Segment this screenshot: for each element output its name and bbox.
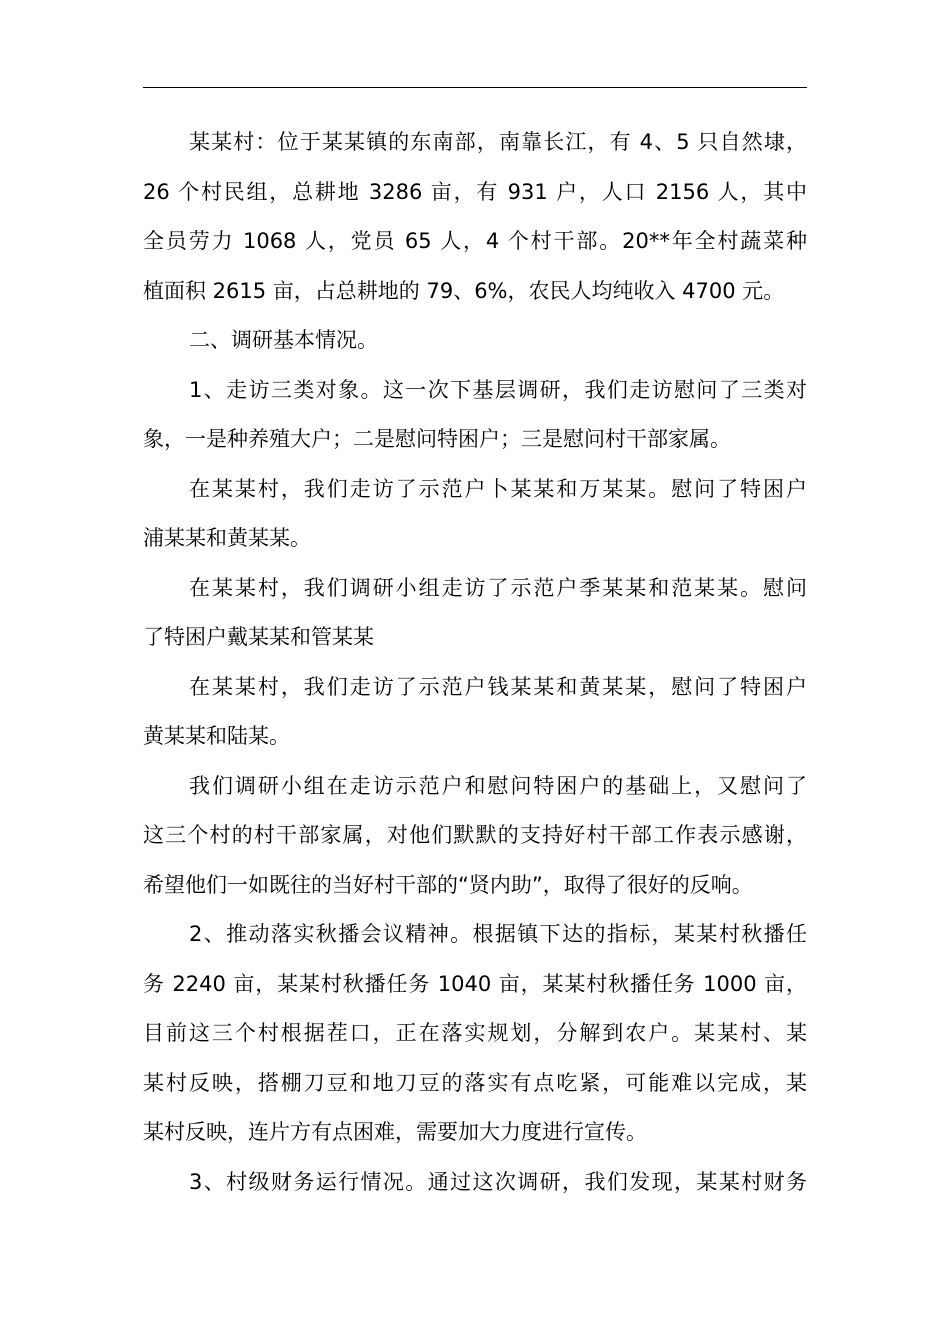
text-line: 某某村：位于某某镇的东南部，南靠长江，有 4、5 只自然埭， [189, 130, 807, 154]
text-line: 全员劳力 1068 人，党员 65 人，4 个村干部。20**年全村蔬菜种 [143, 229, 807, 253]
text-line: 2、推动落实秋播会议精神。根据镇下达的指标，某某村秋播任 [189, 922, 807, 946]
text-line: 3、村级财务运行情况。通过这次调研，我们发现，某某村财务 [189, 1169, 807, 1194]
text-line: 在某某村，我们调研小组走访了示范户季某某和范某某。慰问 [189, 575, 807, 600]
text-line: 26 个村民组，总耕地 3286 亩，有 931 户，人口 2156 人，其中 [143, 179, 807, 204]
text-line: 我们调研小组在走访示范户和慰问特困户的基础上，又慰问了 [189, 773, 807, 798]
paragraph-cadre-families [143, 770, 807, 919]
header-rule [143, 87, 807, 88]
section-heading [143, 324, 807, 374]
paragraph-village-profile [143, 126, 807, 324]
document-body [143, 126, 807, 1215]
text-line: 1、走访三类对象。这一次下基层调研，我们走访慰问了三类对 [189, 377, 807, 402]
text-line: 某村反映，连片方有点困难，需要加大力度进行宣传。 [143, 1120, 647, 1144]
text-line: 务 2240 亩，某某村秋播任务 1040 亩，某某村秋播任务 1000 亩， [143, 971, 807, 996]
text-line: 二、调研基本情况。 [189, 328, 378, 352]
text-line: 在某某村，我们走访了示范户卜某某和万某某。慰问了特困户 [189, 476, 807, 501]
text-line: 植面积 2615 亩，占总耕地的 79、6%，农民人均纯收入 4700 元。 [143, 278, 785, 303]
text-line: 象，一是种养殖大户；二是慰问特困户；三是慰问村干部家属。 [143, 427, 731, 451]
paragraph-village-visit-3 [143, 671, 807, 770]
text-line: 在某某村，我们走访了示范户钱某某和黄某某，慰问了特困户 [189, 674, 807, 699]
paragraph-village-visit-2 [143, 572, 807, 671]
paragraph-village-finance [143, 1166, 807, 1216]
text-line: 了特困户戴某某和管某某 [143, 625, 374, 649]
paragraph-autumn-sowing [143, 918, 807, 1166]
text-line: 黄某某和陆某。 [143, 724, 290, 748]
paragraph-village-visit-1 [143, 473, 807, 572]
text-line: 某村反映，搭棚刀豆和地刀豆的落实有点吃紧，可能难以完成，某 [143, 1070, 807, 1095]
text-line: 这三个村的村干部家属，对他们默默的支持好村干部工作表示感谢， [143, 823, 807, 847]
text-line: 目前这三个村根据茬口，正在落实规划，分解到农户。某某村、某 [143, 1021, 807, 1045]
text-line: 希望他们一如既往的当好村干部的“贤内助”，取得了很好的反响。 [143, 872, 753, 897]
paragraph-visit-targets [143, 374, 807, 473]
text-line: 浦某某和黄某某。 [143, 526, 311, 550]
